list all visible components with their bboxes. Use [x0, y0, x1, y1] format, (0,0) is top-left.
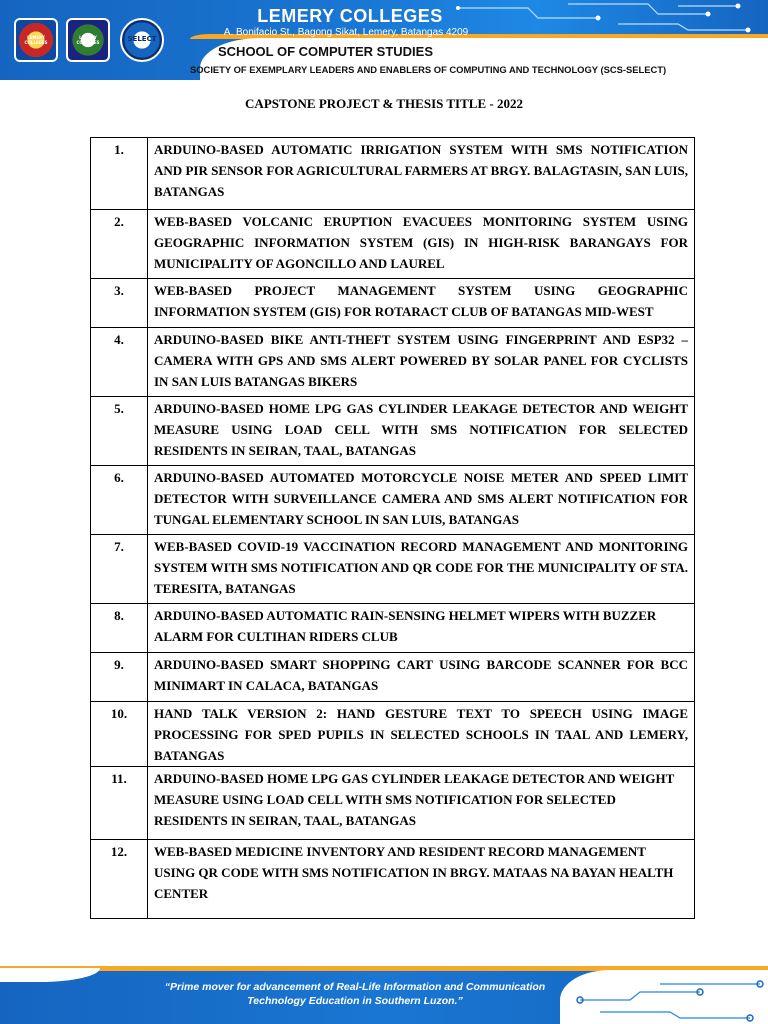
table-row [91, 210, 695, 279]
row-number: 4. [91, 328, 148, 397]
table-row [91, 279, 695, 328]
row-number: 2. [91, 210, 148, 279]
college-address: A. Bonifacio St., Bagong Sikat, Lemery, Batangas 4209 [223, 27, 469, 38]
row-number: 10. [91, 702, 148, 767]
table-row [91, 840, 695, 919]
project-title: WEB-BASED VOLCANIC ERUPTION EVACUEES MONITORING SYSTEM USING GEOGRAPHIC INFORMATION SYSTEM (GIS) IN HIGH-RISK BARANGAYS FOR MUNICIPALITY OF AGONCILLO AND LAUREL [148, 210, 695, 279]
row-number: 11. [91, 767, 148, 840]
project-title: ARDUINO-BASED HOME LPG GAS CYLINDER LEAKAGE DETECTOR AND WEIGHT MEASURE USING LOAD CELL WITH SMS NOTIFICATION FOR SELECTED RESIDENTS IN SEIRAN, TAAL, BATANGAS [148, 397, 695, 466]
select-society-logo-icon: SELECT [120, 18, 164, 62]
project-title: ARDUINO-BASED AUTOMATIC RAIN-SENSING HELMET WIPERS WITH BUZZER ALARM FOR CULTIHAN RIDERS CLUB [148, 604, 695, 653]
table-row [91, 535, 695, 604]
project-title: ARDUINO-BASED HOME LPG GAS CYLINDER LEAKAGE DETECTOR AND WEIGHT MEASURE USING LOAD CELL WITH SMS NOTIFICATION FOR SELECTED RESIDENTS IN SEIRAN, TAAL, BATANGAS [148, 767, 695, 840]
project-titles-table [90, 137, 695, 919]
row-number: 5. [91, 397, 148, 466]
project-title: HAND TALK VERSION 2: HAND GESTURE TEXT TO SPEECH USING IMAGE PROCESSING FOR SPED PUPILS IN SELECTED SCHOOLS IN TAAL AND LEMERY, BATANGAS [148, 702, 695, 767]
table-row [91, 767, 695, 840]
table-row [91, 702, 695, 767]
row-number: 9. [91, 653, 148, 702]
row-number: 3. [91, 279, 148, 328]
document-title: CAPSTONE PROJECT & THESIS TITLE - 2022 [245, 96, 523, 111]
row-number: 1. [91, 138, 148, 210]
project-title: WEB-BASED PROJECT MANAGEMENT SYSTEM USING GEOGRAPHIC INFORMATION SYSTEM (GIS) FOR ROTARACT CLUB OF BATANGAS MID-WEST [148, 279, 695, 328]
table-row [91, 138, 695, 210]
quote-line-1: “Prime mover for advancement of Real-Life Information and Communication [164, 981, 546, 993]
table-row [91, 604, 695, 653]
lemery-colleges-seal-icon: LEMERY COLLEGES [14, 18, 58, 62]
project-title: ARDUINO-BASED AUTOMATED MOTORCYCLE NOISE METER AND SPEED LIMIT DETECTOR WITH SURVEILLANCE CAMERA AND SMS ALERT NOTIFICATION FOR TUNGAL ELEMENTARY SCHOOL IN SAN LUIS, BATANGAS [148, 466, 695, 535]
table-row [91, 328, 695, 397]
society-name: SOCIETY OF EXEMPLARY LEADERS AND ENABLERS OF COMPUTING AND TECHNOLOGY (SCS-SELECT) [190, 64, 667, 75]
quote-line-2: Technology Education in Southern Luzon.” [247, 995, 463, 1007]
row-number: 8. [91, 604, 148, 653]
project-title: WEB-BASED MEDICINE INVENTORY AND RESIDENT RECORD MANAGEMENT USING QR CODE WITH SMS NOTIFICATION IN BRGY. MATAAS NA BAYAN HEALTH CENTER [148, 840, 695, 919]
project-title: ARDUINO-BASED BIKE ANTI-THEFT SYSTEM USING FINGERPRINT AND ESP32 – CAMERA WITH GPS AND SMS ALERT POWERED BY SOLAR PANEL FOR CYCLISTS IN SAN LUIS BATANGAS BIKERS [148, 328, 695, 397]
row-number: 7. [91, 535, 148, 604]
row-number: 12. [91, 840, 148, 919]
row-number: 6. [91, 466, 148, 535]
footer-quote [150, 980, 560, 1008]
table-row [91, 466, 695, 535]
letterhead [0, 0, 768, 80]
footer-circuit-decoration-icon [560, 972, 768, 1024]
project-title: ARDUINO-BASED AUTOMATIC IRRIGATION SYSTEM WITH SMS NOTIFICATION AND PIR SENSOR FOR AGRICULTURAL FARMERS AT BRGY. BALAGTASIN, SAN LUIS, BATANGAS [148, 138, 695, 210]
circuit-decoration-icon [448, 0, 768, 40]
lemery-colleges-crest-icon: LEMERY COLLEGES [66, 18, 110, 62]
project-title: WEB-BASED COVID-19 VACCINATION RECORD MANAGEMENT AND MONITORING SYSTEM WITH SMS NOTIFICATION AND QR CODE FOR THE MUNICIPALITY OF STA. TERESITA, BATANGAS [148, 535, 695, 604]
school-name: SCHOOL OF COMPUTER STUDIES [218, 44, 433, 59]
table-row [91, 397, 695, 466]
letterhead-footer [0, 966, 768, 1024]
college-name: LEMERY COLLEGES [257, 6, 443, 26]
project-title: ARDUINO-BASED SMART SHOPPING CART USING BARCODE SCANNER FOR BCC MINIMART IN CALACA, BATANGAS [148, 653, 695, 702]
table-row [91, 653, 695, 702]
